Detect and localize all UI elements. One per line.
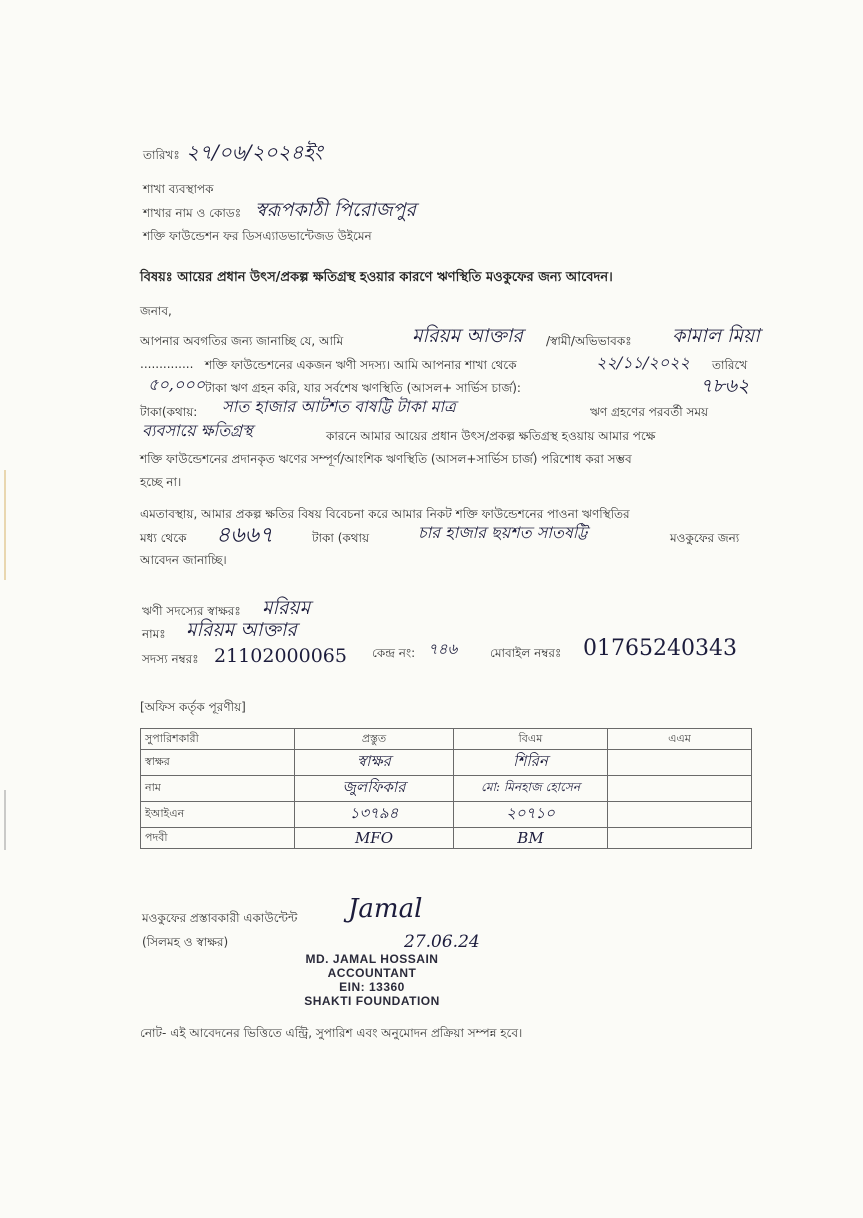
loan-date-hand: ২২/১১/২০২২	[596, 353, 690, 372]
table-cell: ২০৭১০	[454, 802, 608, 828]
table-cell: মো: মিনহাজ হোসেন	[454, 776, 608, 802]
loan-amount-hand: ৫০,০০০	[148, 375, 206, 394]
table-cell: শিরিন	[454, 750, 608, 776]
date-label: তারিখঃ	[143, 148, 180, 162]
manager-label: শাখা ব্যবস্থাপক	[143, 182, 214, 196]
center-value: ৭৪৬	[428, 640, 458, 658]
member-name-value: মরিয়ম আক্তার	[186, 619, 297, 641]
para1-l1b: /স্বামী/অভিভাবকঃ	[546, 334, 632, 348]
table-cell: BM	[454, 828, 608, 849]
mobile-value: 01765240343	[583, 636, 737, 661]
row-label: পদবী	[141, 828, 295, 849]
office-note: [অফিস কর্তৃক পূরণীয়]	[140, 700, 246, 714]
table-cell	[608, 802, 752, 828]
waiver-words-hand: চার হাজার ছয়শত সাতষট্টি	[418, 523, 588, 542]
para1-l7: হচ্ছে না।	[140, 475, 182, 489]
table-header: এএম	[608, 729, 752, 750]
table-cell: স্বাক্ষর	[295, 750, 454, 776]
balance-hand: ৭৮৬২	[700, 375, 750, 397]
para1-l2b: তারিখে	[712, 358, 748, 372]
table-cell: ১৩৭৯৪	[295, 802, 454, 828]
balance-words-hand: সাত হাজার আটশত বাষট্টি টাকা মাত্র	[222, 397, 456, 416]
stamp-ein: EIN: 13360	[339, 980, 405, 994]
para2-l2c: মওকুফের জন্য	[670, 531, 740, 545]
scan-edge-mark	[4, 470, 6, 580]
member-signature: মরিয়ম	[262, 597, 311, 619]
row-label: ইআইএন	[141, 802, 295, 828]
approval-label: মওকুফের প্রস্তাবকারী একাউন্টেন্ট	[142, 911, 298, 925]
para2-l1: এমতাবস্থায়, আমার প্রকল্প ক্ষতির বিষয় বিবেচনা করে আমার নিকট শক্তি ফাউন্ডেশনের পাওনা ঋণস্থিতির	[140, 507, 630, 521]
table-cell	[608, 828, 752, 849]
table-header: সুপারিশকারী	[141, 729, 295, 750]
stamp-designation: ACCOUNTANT	[327, 966, 417, 980]
accountant-signature: Jamal	[348, 894, 423, 924]
table-row	[141, 776, 752, 802]
table-cell	[608, 750, 752, 776]
member-name-hand: মরিয়ম আক্তার	[412, 325, 523, 347]
table-cell: জুলফিকার	[295, 776, 454, 802]
approval-seal-label: (সিলমহ ও স্বাক্ষর)	[142, 935, 229, 949]
member-sign-label: ঋণী সদস্যের স্বাক্ষরঃ	[142, 604, 241, 618]
para1-l2a: শক্তি ফাউন্ডেশনের একজন ঋণী সদস্য। আমি আপনার শাখা থেকে	[205, 358, 517, 372]
branch-label: শাখার নাম ও কোডঃ	[143, 206, 242, 220]
reason-hand: ব্যবসায়ে ক্ষতিগ্রস্থ	[142, 421, 253, 440]
para1-l4b: ঋণ গ্রহণের পরবর্তী সময়	[590, 405, 709, 419]
member-no-value: 21102000065	[214, 645, 347, 667]
para1-l4a: টাকা(কথায়:	[140, 405, 198, 419]
date-value: ২৭/০৬/২০২৪ইং	[186, 140, 323, 164]
para2-l3: আবেদন জানাচ্ছি।	[140, 553, 227, 567]
para1-l1a: আপনার অবগতির জন্য জানাচ্ছি যে, আমি	[140, 334, 344, 348]
member-no-label: সদস্য নম্বরঃ	[142, 652, 199, 666]
center-label: কেন্দ্র নং:	[372, 646, 416, 660]
table-row	[141, 802, 752, 828]
mobile-label: মোবাইল নম্বরঃ	[490, 646, 562, 660]
salutation: জনাব,	[140, 304, 172, 318]
para2-l2a: মধ্য থেকে	[140, 531, 187, 545]
waiver-amount-hand: ৪৬৬৭	[216, 523, 274, 548]
para1-l6: শক্তি ফাউন্ডেশনের প্রদানকৃত ঋণের সম্পূর্ণ/আংশিক ঋণস্থিতি (আসল+সার্ভিস চার্জ) পরিশোধ করা সম্ভব	[140, 452, 632, 466]
accountant-sign-date: 27.06.24	[404, 932, 480, 952]
para1-l3a: টাকা ঋণ গ্রহন করি, যার সর্বশেষ ঋণস্থিতি (আসল+ সার্ভিস চার্জ):	[205, 381, 521, 395]
para1-l5b: কারনে আমার আয়ের প্রধান উৎস/প্রকল্প ক্ষতিগ্রস্থ হওয়ায় আমার পক্ষে	[326, 429, 656, 443]
branch-value: স্বরূপকাঠী পিরোজপুর	[255, 199, 417, 221]
table-cell: MFO	[295, 828, 454, 849]
table-row	[141, 750, 752, 776]
subject-line: বিষয়ঃ আয়ের প্রধান উৎস/প্রকল্প ক্ষতিগ্রস্থ হওয়ার কারণে ঋণস্থিতি মওকুফের জন্য আবেদন।	[140, 270, 613, 285]
table-header: প্রস্তুত	[295, 729, 454, 750]
stamp-name: MD. JAMAL HOSSAIN	[305, 952, 439, 966]
table-header: বিএম	[454, 729, 608, 750]
row-label: স্বাক্ষর	[141, 750, 295, 776]
table-header-row	[141, 729, 752, 750]
stamp-org: SHAKTI FOUNDATION	[304, 994, 440, 1008]
table-row	[141, 828, 752, 849]
guardian-name-hand: কামাল মিয়া	[672, 325, 760, 347]
footnote: নোট- এই আবেদনের ভিত্তিতে এন্ট্রি, সুপারিশ এবং অনুমোদন প্রক্রিয়া সম্পন্ন হবে।	[140, 1026, 523, 1040]
para2-l2b: টাকা (কথায়	[312, 531, 370, 545]
office-table	[140, 728, 752, 849]
table-cell	[608, 776, 752, 802]
accountant-stamp	[292, 952, 452, 1008]
para1-dots: ..............	[140, 357, 194, 371]
member-name-label: নামঃ	[142, 627, 166, 641]
org-line: শক্তি ফাউন্ডেশন ফর ডিসএ্যাডভান্টেজড উইমেন	[143, 229, 372, 243]
row-label: নাম	[141, 776, 295, 802]
scan-edge-mark	[4, 790, 6, 850]
